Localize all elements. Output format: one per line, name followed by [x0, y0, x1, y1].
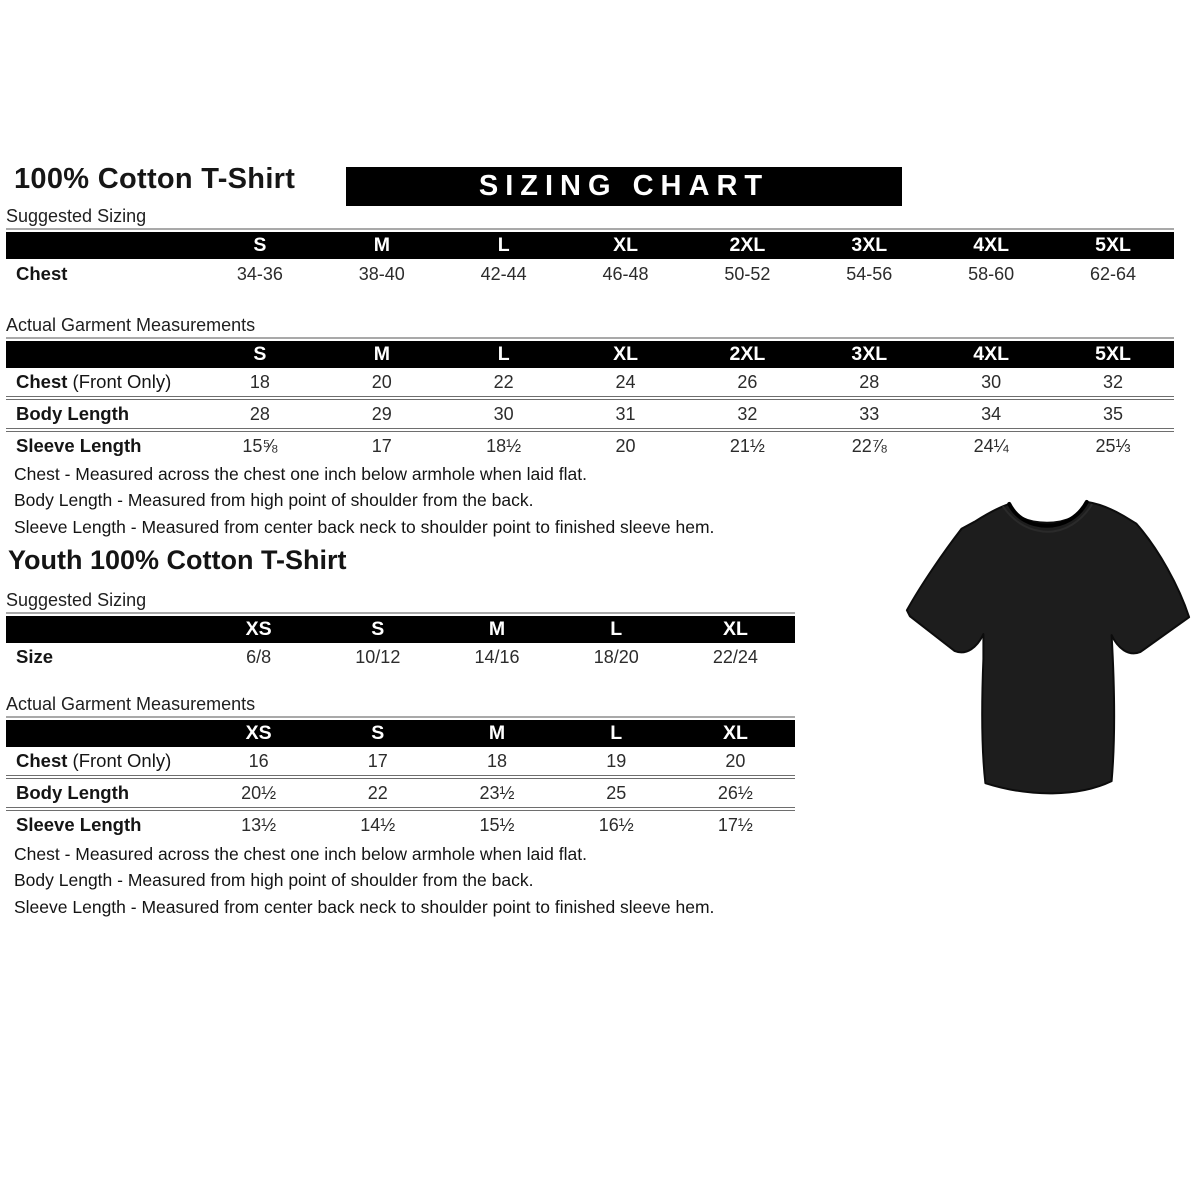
- cell-chest-s: 18: [249, 371, 270, 392]
- cell-chest-m: 18: [486, 750, 508, 771]
- table-row-sleeve-length: [6, 811, 795, 839]
- cell-sleeve-length-xl: 17½: [717, 814, 753, 835]
- table-row-chest: [6, 259, 1174, 289]
- table-row-body-length: [6, 400, 1174, 432]
- youth-suggested-sizing-table: [6, 612, 795, 671]
- sizing-chart-banner: [346, 167, 902, 206]
- cell-body-length-s: 28: [249, 403, 270, 424]
- column-header-l: L: [497, 234, 510, 256]
- youth-actual-measurements-table: [6, 716, 795, 839]
- column-header-xs: XS: [245, 618, 272, 640]
- cell-size-xs: 6/8: [246, 646, 272, 667]
- column-header-4xl: 4XL: [973, 343, 1010, 365]
- column-header-5xl: 5XL: [1095, 343, 1131, 365]
- column-header-m: M: [373, 343, 390, 365]
- cell-chest-l: 22: [493, 371, 514, 392]
- cell-body-length-l: 30: [493, 403, 514, 424]
- cell-sleeve-length-m: 17: [371, 435, 392, 456]
- table-row-chest: [6, 368, 1174, 400]
- youth-suggested-sizing-label: Suggested Sizing: [6, 590, 147, 610]
- cell-size-m: 14/16: [474, 646, 520, 667]
- cell-chest-3xl: 54-56: [846, 263, 893, 284]
- adult-actual-measurements-label: Actual Garment Measurements: [6, 315, 256, 335]
- table-row-body-length: [6, 779, 795, 811]
- cell-sleeve-length-xl: 20: [615, 435, 636, 456]
- youth-measurement-notes: [14, 841, 714, 920]
- cell-chest-s: 34-36: [236, 263, 283, 284]
- table-header-row: [6, 616, 795, 643]
- column-header-s: S: [253, 343, 267, 365]
- row-label-text: Chest: [16, 371, 68, 392]
- cell-chest-5xl: 62-64: [1090, 263, 1137, 284]
- column-header-2xl: 2XL: [729, 234, 766, 256]
- table-header-row: [6, 720, 795, 747]
- note-body-length: Body Length - Measured from high point of shoulder from the back.: [14, 490, 534, 511]
- cell-chest-l: 42-44: [480, 263, 527, 284]
- row-label-chest: [6, 750, 199, 772]
- column-header-l: L: [497, 343, 510, 365]
- column-header-s: S: [371, 618, 385, 640]
- cell-sleeve-length-xs: 13½: [241, 814, 277, 835]
- column-header-3xl: 3XL: [851, 234, 888, 256]
- column-header-s: S: [371, 722, 385, 744]
- cell-sleeve-length-3xl: 22⅞: [851, 435, 887, 456]
- column-header-4xl: 4XL: [973, 234, 1010, 256]
- cell-sleeve-length-s: 15⅝: [242, 435, 278, 456]
- column-header-s: S: [253, 234, 267, 256]
- table-header-row: [6, 341, 1174, 368]
- column-header-xs: XS: [245, 722, 272, 744]
- cell-body-length-m: 23½: [479, 782, 515, 803]
- cell-chest-xl: 46-48: [602, 263, 649, 284]
- row-label-text: Sleeve Length: [16, 814, 142, 835]
- youth-actual-measurements-label: Actual Garment Measurements: [6, 694, 256, 714]
- row-label-text: Body Length: [16, 782, 130, 803]
- cell-chest-5xl: 32: [1103, 371, 1124, 392]
- row-label-suffix: (Front Only): [67, 750, 172, 771]
- row-label-text: Size: [16, 646, 54, 667]
- cell-chest-3xl: 28: [859, 371, 880, 392]
- adult-measurement-notes: [14, 461, 714, 540]
- cell-sleeve-length-4xl: 24¼: [973, 435, 1009, 456]
- tshirt-body-shape: [907, 502, 1189, 793]
- cell-sleeve-length-s: 14½: [360, 814, 396, 835]
- note-sleeve-length: Sleeve Length - Measured from center back neck to shoulder point to finished sleeve hem.: [14, 516, 715, 537]
- cell-body-length-2xl: 32: [737, 403, 758, 424]
- cell-sleeve-length-l: 16½: [598, 814, 634, 835]
- column-header-xl: XL: [722, 618, 748, 640]
- black-tshirt-silhouette: [897, 488, 1197, 806]
- column-header-3xl: 3XL: [851, 343, 888, 365]
- note-body-length: Body Length - Measured from high point of shoulder from the back.: [14, 870, 534, 891]
- youth-section-title: Youth 100% Cotton T-Shirt: [8, 545, 347, 575]
- column-header-xl: XL: [613, 234, 639, 256]
- table-row-size: [6, 643, 795, 671]
- row-label-chest: [6, 371, 199, 393]
- cell-sleeve-length-l: 18½: [486, 435, 522, 456]
- column-header-xl: XL: [613, 343, 639, 365]
- cell-chest-xl: 20: [725, 750, 746, 771]
- cell-sleeve-length-5xl: 25⅓: [1095, 435, 1131, 456]
- table-header-row: [6, 232, 1174, 259]
- note-sleeve-length: Sleeve Length - Measured from center back neck to shoulder point to finished sleeve hem.: [14, 896, 715, 917]
- cell-chest-m: 38-40: [358, 263, 405, 284]
- table-row-sleeve-length: [6, 432, 1174, 460]
- cell-size-l: 18/20: [593, 646, 639, 667]
- row-label-chest: [6, 263, 199, 285]
- cell-chest-2xl: 26: [737, 371, 758, 392]
- row-label-suffix: (Front Only): [67, 371, 172, 392]
- cell-body-length-4xl: 34: [981, 403, 1002, 424]
- table-row-chest: [6, 747, 795, 779]
- cell-chest-4xl: 30: [981, 371, 1002, 392]
- cell-body-length-xs: 20½: [241, 782, 277, 803]
- row-label-text: Body Length: [16, 403, 130, 424]
- tshirt-image: [897, 488, 1197, 806]
- row-label-body-length: [6, 782, 199, 804]
- cell-body-length-xl: 26½: [717, 782, 753, 803]
- note-chest: Chest - Measured across the chest one inch below armhole when laid flat.: [14, 464, 587, 484]
- cell-chest-4xl: 58-60: [968, 263, 1015, 284]
- note-chest: Chest - Measured across the chest one inch below armhole when laid flat.: [14, 844, 587, 864]
- row-label-text: Chest: [16, 750, 68, 771]
- column-header-5xl: 5XL: [1095, 234, 1131, 256]
- adult-actual-measurements-table: [6, 337, 1174, 460]
- cell-chest-xs: 16: [248, 750, 269, 771]
- column-header-2xl: 2XL: [729, 343, 766, 365]
- cell-body-length-m: 29: [371, 403, 392, 424]
- cell-chest-2xl: 50-52: [724, 263, 771, 284]
- cell-chest-xl: 24: [615, 371, 636, 392]
- row-label-size: [6, 646, 199, 668]
- cell-chest-l: 19: [606, 750, 627, 771]
- adult-suggested-sizing-table: [6, 228, 1174, 289]
- cell-body-length-3xl: 33: [859, 403, 880, 424]
- cell-body-length-s: 22: [367, 782, 388, 803]
- sizing-chart-banner-label: SIZING CHART: [478, 170, 770, 202]
- page-title: 100% Cotton T-Shirt: [14, 163, 296, 195]
- cell-body-length-xl: 31: [615, 403, 636, 424]
- column-header-m: M: [488, 618, 506, 640]
- column-header-m: M: [373, 234, 390, 256]
- cell-body-length-l: 25: [606, 782, 627, 803]
- column-header-l: L: [610, 722, 623, 744]
- row-label-body-length: [6, 403, 199, 425]
- cell-sleeve-length-m: 15½: [479, 814, 515, 835]
- row-label-text: Sleeve Length: [16, 435, 142, 456]
- cell-sleeve-length-2xl: 21½: [729, 435, 765, 456]
- row-label-sleeve-length: [6, 814, 199, 836]
- cell-chest-s: 17: [367, 750, 388, 771]
- cell-size-xl: 22/24: [712, 646, 758, 667]
- column-header-m: M: [488, 722, 506, 744]
- column-header-xl: XL: [722, 722, 748, 744]
- cell-chest-m: 20: [371, 371, 392, 392]
- column-header-l: L: [610, 618, 623, 640]
- cell-size-s: 10/12: [355, 646, 401, 667]
- row-label-text: Chest: [16, 263, 68, 284]
- cell-body-length-5xl: 35: [1103, 403, 1124, 424]
- row-label-sleeve-length: [6, 435, 199, 457]
- adult-suggested-sizing-label: Suggested Sizing: [6, 206, 147, 226]
